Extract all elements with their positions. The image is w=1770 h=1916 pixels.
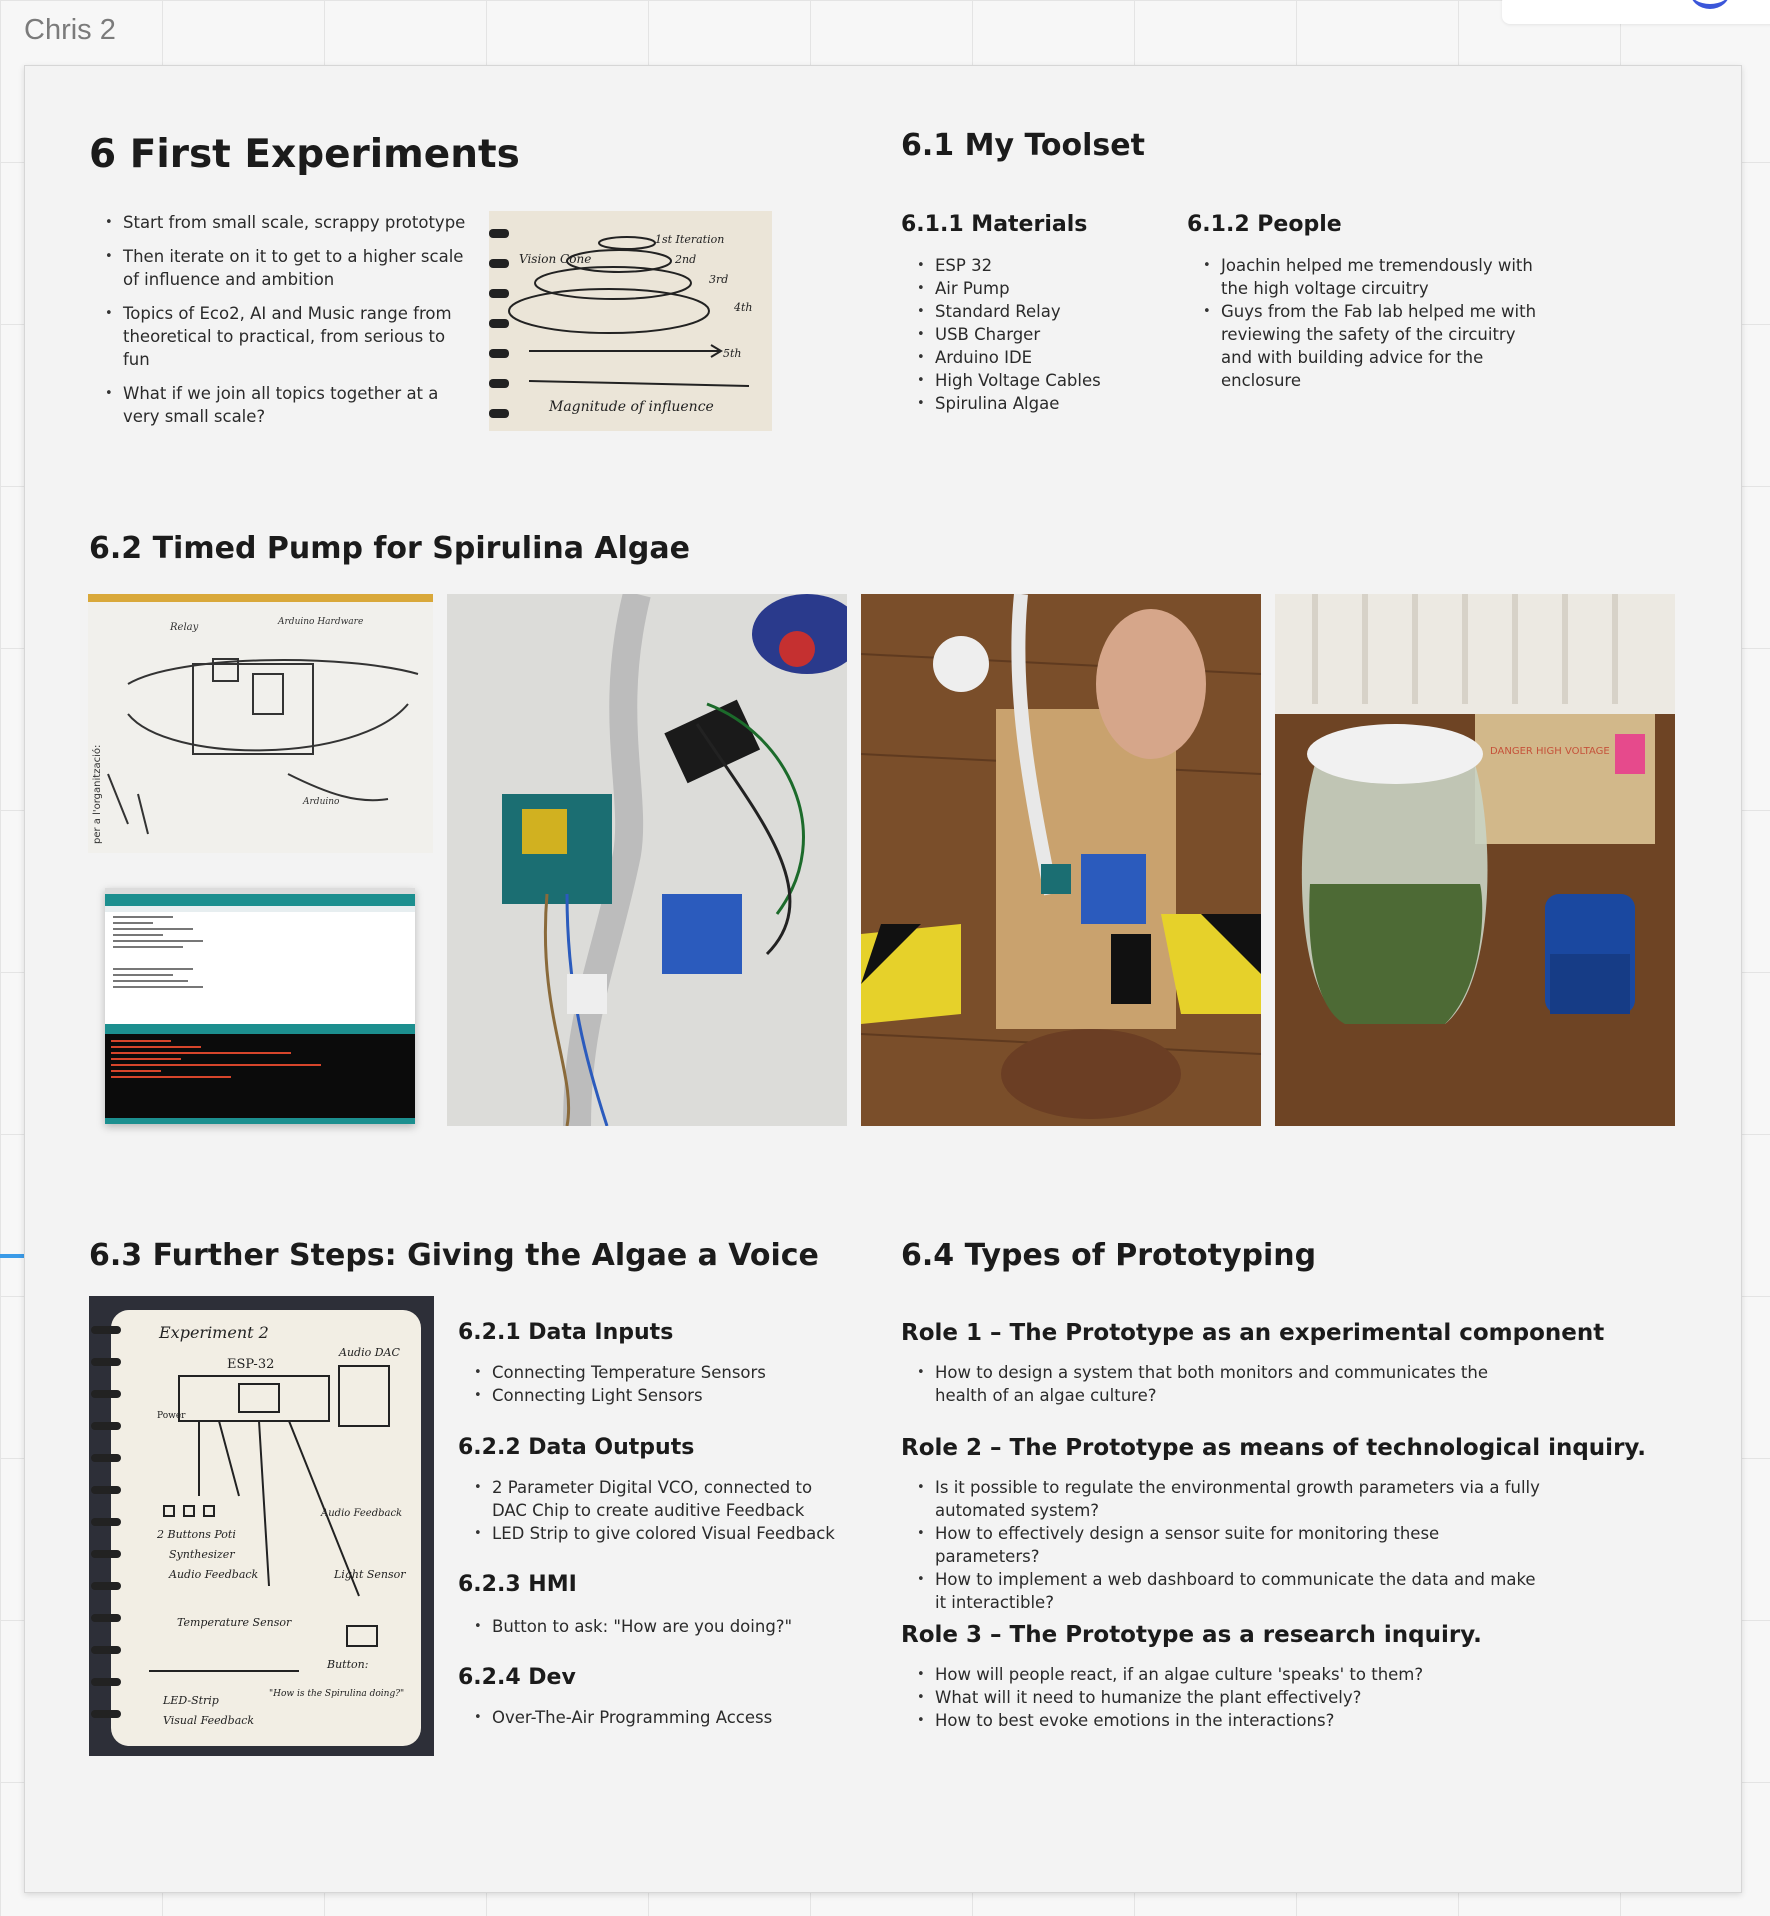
materials-title: 6.1.1 Materials [901,212,1088,237]
list-item: • High Voltage Cables [901,369,1161,392]
list-item: • Guys from the Fab lab helped me with reviewing the safety of the circuitry and with building advice for the enclosure [1187,300,1537,392]
list-item: • Then iterate on it to get to a higher scale of influence and ambition [89,245,469,291]
role-1-list [901,1361,1541,1407]
role-3-title: Role 3 – The Prototype as a research inquiry. [901,1622,1482,1648]
list-item: • How to implement a web dashboard to communicate the data and make it interactible? [901,1568,1541,1614]
sketch-label: Magnitude of influence [549,399,714,415]
sketch-label: 1st Iteration [655,233,725,246]
sketch-label: 2 Buttons Poti [157,1528,236,1541]
sketch-label: 4th [734,301,753,314]
sketch-label: Audio Feedback [321,1508,403,1519]
sketch-label: Visual Feedback [163,1714,255,1727]
sketch-label: Audio DAC [339,1346,400,1359]
list-item: • LED Strip to give colored Visual Feedback [458,1522,838,1545]
role-2-list [901,1476,1541,1614]
materials-list [901,254,1161,415]
sketch-label: Light Sensor [334,1568,406,1581]
sketch-label: 5th [723,347,742,360]
list-item: • Spirulina Algae [901,392,1161,415]
frame-chris-2[interactable] [24,65,1742,1893]
sketch-label: 3rd [709,273,729,286]
data-outputs-list [458,1476,838,1545]
list-item: • How to effectively design a sensor suite for monitoring these parameters? [901,1522,1541,1568]
algae-jar-photo[interactable] [1275,594,1675,1126]
sketch-label: Audio Feedback [169,1568,259,1581]
sketch-label: Button: [327,1658,369,1671]
list-item: • Air Pump [901,277,1161,300]
sketch-label: per a l'organització: [92,744,103,844]
data-inputs-list [458,1361,838,1407]
section-6-bullets [89,211,469,439]
data-outputs-title: 6.2.2 Data Outputs [458,1435,695,1460]
sketch-label: "How is the Spirulina doing?" [269,1689,405,1699]
list-item: • ESP 32 [901,254,1161,277]
topright-panel[interactable] [1502,0,1770,24]
hmi-list [458,1615,838,1638]
list-item: • Start from small scale, scrappy prototype [89,211,469,234]
sketch-label: Arduino [303,797,340,807]
list-item: • How will people react, if an algae culture 'speaks' to them? [901,1663,1541,1686]
sketch-label: ESP-32 [227,1357,275,1372]
list-item: • What will it need to humanize the plant effectively? [901,1686,1541,1709]
section-6-2-title: 6.2 Timed Pump for Spirulina Algae [89,531,690,566]
iteration-sketch-image[interactable] [489,211,772,431]
list-item: • Button to ask: "How are you doing?" [458,1615,838,1638]
notebook-sketch-image[interactable] [89,1296,434,1756]
dev-list [458,1706,838,1729]
section-6-3-title: 6.3 Further Steps: Giving the Algae a Voice [89,1238,819,1273]
list-item: • Is it possible to regulate the environmental growth parameters via a fully automated system? [901,1476,1541,1522]
sketch-label: 2nd [675,253,697,266]
sketch-label: Temperature Sensor [177,1616,292,1629]
sketch-label: Arduino Hardware [278,617,364,627]
board-label[interactable]: Chris 2 [24,14,116,46]
sketch-label: Experiment 2 [159,1323,269,1342]
relay-circuit-photo[interactable] [447,594,847,1126]
list-item: • Over-The-Air Programming Access [458,1706,838,1729]
list-item: • How to best evoke emotions in the interactions? [901,1709,1541,1732]
list-item: • Connecting Light Sensors [458,1384,838,1407]
role-3-list [901,1663,1541,1732]
list-item: • 2 Parameter Digital VCO, connected to DAC Chip to create auditive Feedback [458,1476,838,1522]
people-title: 6.1.2 People [1187,212,1342,237]
list-item: • Standard Relay [901,300,1161,323]
role-2-title: Role 2 – The Prototype as means of technological inquiry. [901,1435,1647,1461]
arduino-ide-screenshot[interactable] [105,888,415,1124]
data-inputs-title: 6.2.1 Data Inputs [458,1320,674,1345]
list-item: • Joachin helped me tremendously with the high voltage circuitry [1187,254,1537,300]
list-item: • USB Charger [901,323,1161,346]
list-item: • What if we join all topics together at a very small scale? [89,382,469,428]
photo-label: DANGER HIGH VOLTAGE [1490,746,1610,757]
section-6-1-title: 6.1 My Toolset [901,128,1145,163]
hmi-title: 6.2.3 HMI [458,1572,577,1597]
list-item: • Arduino IDE [901,346,1161,369]
sketch-label: Vision Cone [519,252,592,266]
sketch-label: LED-Strip [163,1694,219,1707]
people-list [1187,254,1537,392]
sketch-label: Relay [170,622,199,633]
dev-title: 6.2.4 Dev [458,1665,576,1690]
role-1-title: Role 1 – The Prototype as an experimental component [901,1320,1605,1346]
list-item: • Topics of Eco2, AI and Music range from theoretical to practical, from serious to fun [89,302,469,371]
circuit-sketch-image[interactable] [88,594,433,853]
assembly-board-photo[interactable] [861,594,1261,1126]
section-6-title: 6 First Experiments [89,132,520,177]
list-item: • Connecting Temperature Sensors [458,1361,838,1384]
section-6-4-title: 6.4 Types of Prototyping [901,1238,1317,1273]
sketch-label: Power [157,1411,186,1421]
sketch-label: Synthesizer [169,1548,235,1561]
list-item: • How to design a system that both monitors and communicates the health of an algae culture? [901,1361,1541,1407]
